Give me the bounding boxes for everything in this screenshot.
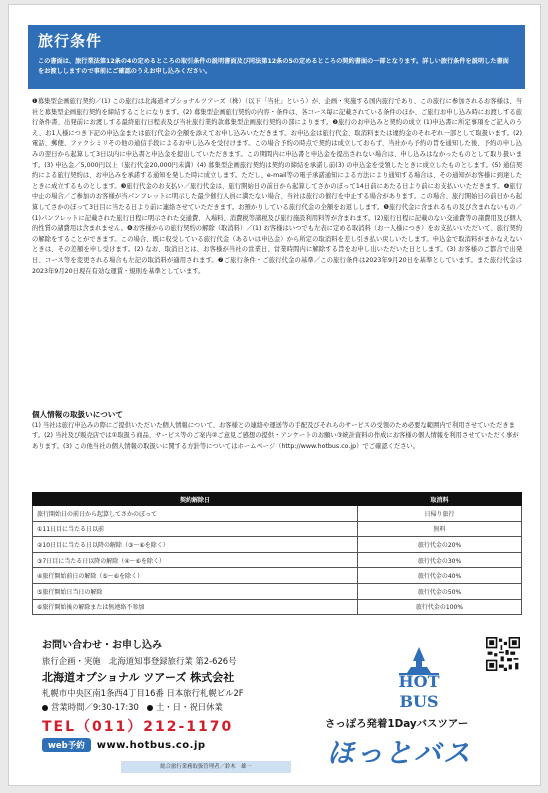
fee-row-condition: ④旅行開始前日の解除（⑤〜⑥を除く） — [33, 568, 358, 584]
contact-panel — [42, 636, 304, 760]
intro-text: この書面は、旅行業法第12条の4の定めるところの取引条件の説明書面及び同法第12条の5の定めるところの契約書面の一部となります。詳しい旅行条件を説明した書面をお渡ししますので事前にご確認のうえお申し込みください。 — [38, 58, 509, 75]
closed-days: 土・日・祝日休業 — [155, 702, 223, 712]
fee-row-condition: ⑥旅行開始後の解除または無連絡不参加 — [33, 599, 358, 615]
logo-text-bottom: BUS — [399, 692, 439, 711]
table-row — [33, 552, 522, 568]
fee-row-amount: 旅行代金の40% — [358, 568, 522, 584]
fee-row-condition: 旅行開始日の前日から起算してさかのぼって — [33, 506, 358, 522]
logo-text-top: HOT — [398, 672, 440, 691]
travel-manager-note: 総合旅行業務取扱管理者／鈴木 雄一 — [121, 761, 291, 773]
fee-row-condition: ⑤旅行開始日当日の解除 — [33, 583, 358, 599]
operator-registration: 旅行企画・実施 北海道知事登録旅行業 第2-626号 — [42, 656, 237, 666]
cancellation-fee-table — [32, 492, 522, 615]
brand-tagline: さっぽろ発着1Dayバスツアー — [325, 718, 469, 730]
contact-title: お問い合わせ・お申し込み — [42, 640, 162, 651]
qr-code-icon[interactable] — [486, 637, 520, 671]
fee-row-condition: ③7日目に当たる日以降の解除（④〜⑥を除く） — [33, 552, 358, 568]
page-sheet — [8, 4, 541, 786]
company-name: 北海道オプショナル ツアーズ 株式会社 — [42, 671, 235, 684]
business-hours: 営業時間／9:30-17:30 — [51, 702, 139, 712]
fee-row-condition: ②10日目に当たる日以降の解除（③〜⑥を除く） — [33, 537, 358, 553]
table-row — [33, 537, 522, 553]
table-row — [33, 521, 522, 537]
fee-row-amount: 無料 — [358, 521, 522, 537]
fee-row-amount: 旅行代金の100% — [358, 599, 522, 615]
phone-number[interactable]: TEL（011）212-1170 — [42, 719, 234, 735]
table-row — [33, 506, 522, 522]
website-link[interactable]: www.hotbus.co.jp — [96, 739, 206, 751]
table-row — [33, 583, 522, 599]
fee-row-amount: 旅行代金の20% — [358, 537, 522, 553]
privacy-title: 個人情報の取扱いについて — [32, 410, 123, 419]
bullet-icon — [42, 705, 48, 711]
fee-row-amount: 旅行代金の30% — [358, 552, 522, 568]
terms-body: ❶募集型企画旅行契約／(1) この旅行は北海道オプショナルツアーズ（株）（以下「当社」という）が、企画・実施する国内旅行であり、この旅行に参加されるお客様は、当社と募集型企画旅行契約を締結することになります。(2) 募集型企画旅行契約の内容・条件は、各コース毎に記載されている条件のほか、ご旅行お申し込み時にお渡しする旅行条件書、出発前にお渡しする最終旅行日程表及び当社旅行業約款募集型企画旅行契約の部によります。❷旅行のお申込みと契約の成立 (1)申込書に所定事項をご記入のうえ、お1人様につき下記の申込金または旅行代金の全額を添えてお申し込みいただきます。お申込金は旅行代金、取消料または違約金のそれぞれ一部として取扱います。(2) 電話、郵便、ファクシミリその他の通信手段によるお申し込みを受付けます。この場合予約の時点で契約は成立しておらず、当社から予約の旨を通知した後、予約の申し込みの翌日から起算して3日以内に申込書と申込金を提出していただきます。この期間内に申込書と申込金を提出されない場合は、申し込みはなかったものとして取り扱います。(3) 申込金／5,000円以上（旅行代金20,000円未満）(4) 募集型企画旅行契約は契約の締結を承諾し前(3) の申込金を受領したときに成立したものとします。(5) 通信契約による旅行契約は、お申込みを承諾する通知を発した時に成立します。ただし、e-mail等の電子承諾通知による方法により通知する場合は、その通知がお客様に到達したときに成立するものとします。❸旅行代金のお支払い／旅行代金は、旅行開始日の前日から起算してさかのぼって14日前にあたる日より前にお支払いいただきます。❹旅行中止の場合／ご参加のお客様が当パンフレットに明示した最少催行人員に満たない場合、当社は旅行の催行を中止する場合があります。この場合、旅行開始日の前日から起算してさかのぼって3日目に当たる日より前に連絡させていただきます。お預かりしている旅行代金の全額をお返しします。❺旅行代金に含まれるもの及び含まれないもの／(1)パンフレットに記載された旅行日程に明示された交通費、入場料、消費税等諸税及び旅行施設利用料等が含まれます。(2)旅行日程に記載のない交通費等の諸費用及び個人的性質の諸費用は含まれません。❻お客様からの旅行契約の解除（取消料）／(1) お客様はいつでも左表に定める取消料（お一人様につき）をお支払いいただいて、旅行契約の解除をすることができます。この場合、既に収受している旅行代金（あるいは申込金）から所定の取消料を差し引き払い戻しいたします。申込金で取消料がまかなえないときは、その差額を申し受けます。(2) なお、取消日とは、お客様が当社の営業日、営業時間内に解除する旨をお申し出いただいた日とします。(3) お客様のご都合で出発日、コース等を変更される場合も左記の取消料が適用されます。❼ご旅行条件・ご旅行代金の基準／この旅行条件は2023年9月20日を基準としています。また旅行代金は2023年9月20日現在有効な運賃・規則を基準としています。 — [32, 98, 522, 275]
brand-name: ほっとバス — [327, 738, 472, 769]
fee-table-header-date: 契約解除日 — [33, 493, 358, 506]
business-hours-row — [42, 701, 304, 713]
web-reservation-badge: web予約 — [42, 738, 91, 752]
web-row — [42, 738, 304, 752]
hotbus-logo-icon — [369, 643, 469, 715]
fee-table-header-fee: 取消料 — [358, 493, 522, 506]
page-title: 旅行条件 — [38, 32, 103, 50]
fee-row-amount: 旅行代金の50% — [358, 583, 522, 599]
privacy-body: (1) 当社は旅行申込みの際にご提供いただいた個人情報について、お客様との連絡や運送等の手配及びそれらのサービスの受領のため必要な範囲内で利用させていただきます。(2) 当社及び販売店では①取扱う商品、サービス等のご案内②ご意見ご感想の提供・アンケートのお願い③統計資料の作成にお客様の個人情報を利用させていただく事があります。(3) この他当社の個人情報の取扱いに関する方針等についてはホームページ（http://www.hotbus.co.jp）でご確認ください。 — [32, 422, 519, 450]
table-row — [33, 568, 522, 584]
company-address: 札幌市中央区南1条西4丁目16番 日本旅行札幌ビル2F — [42, 688, 244, 698]
fee-row-amount: 日帰り旅行 — [358, 506, 522, 522]
table-row — [33, 599, 522, 615]
fee-row-condition: ①11日目に当たる日以前 — [33, 521, 358, 537]
bullet-icon — [147, 705, 153, 711]
header-banner — [28, 25, 525, 89]
